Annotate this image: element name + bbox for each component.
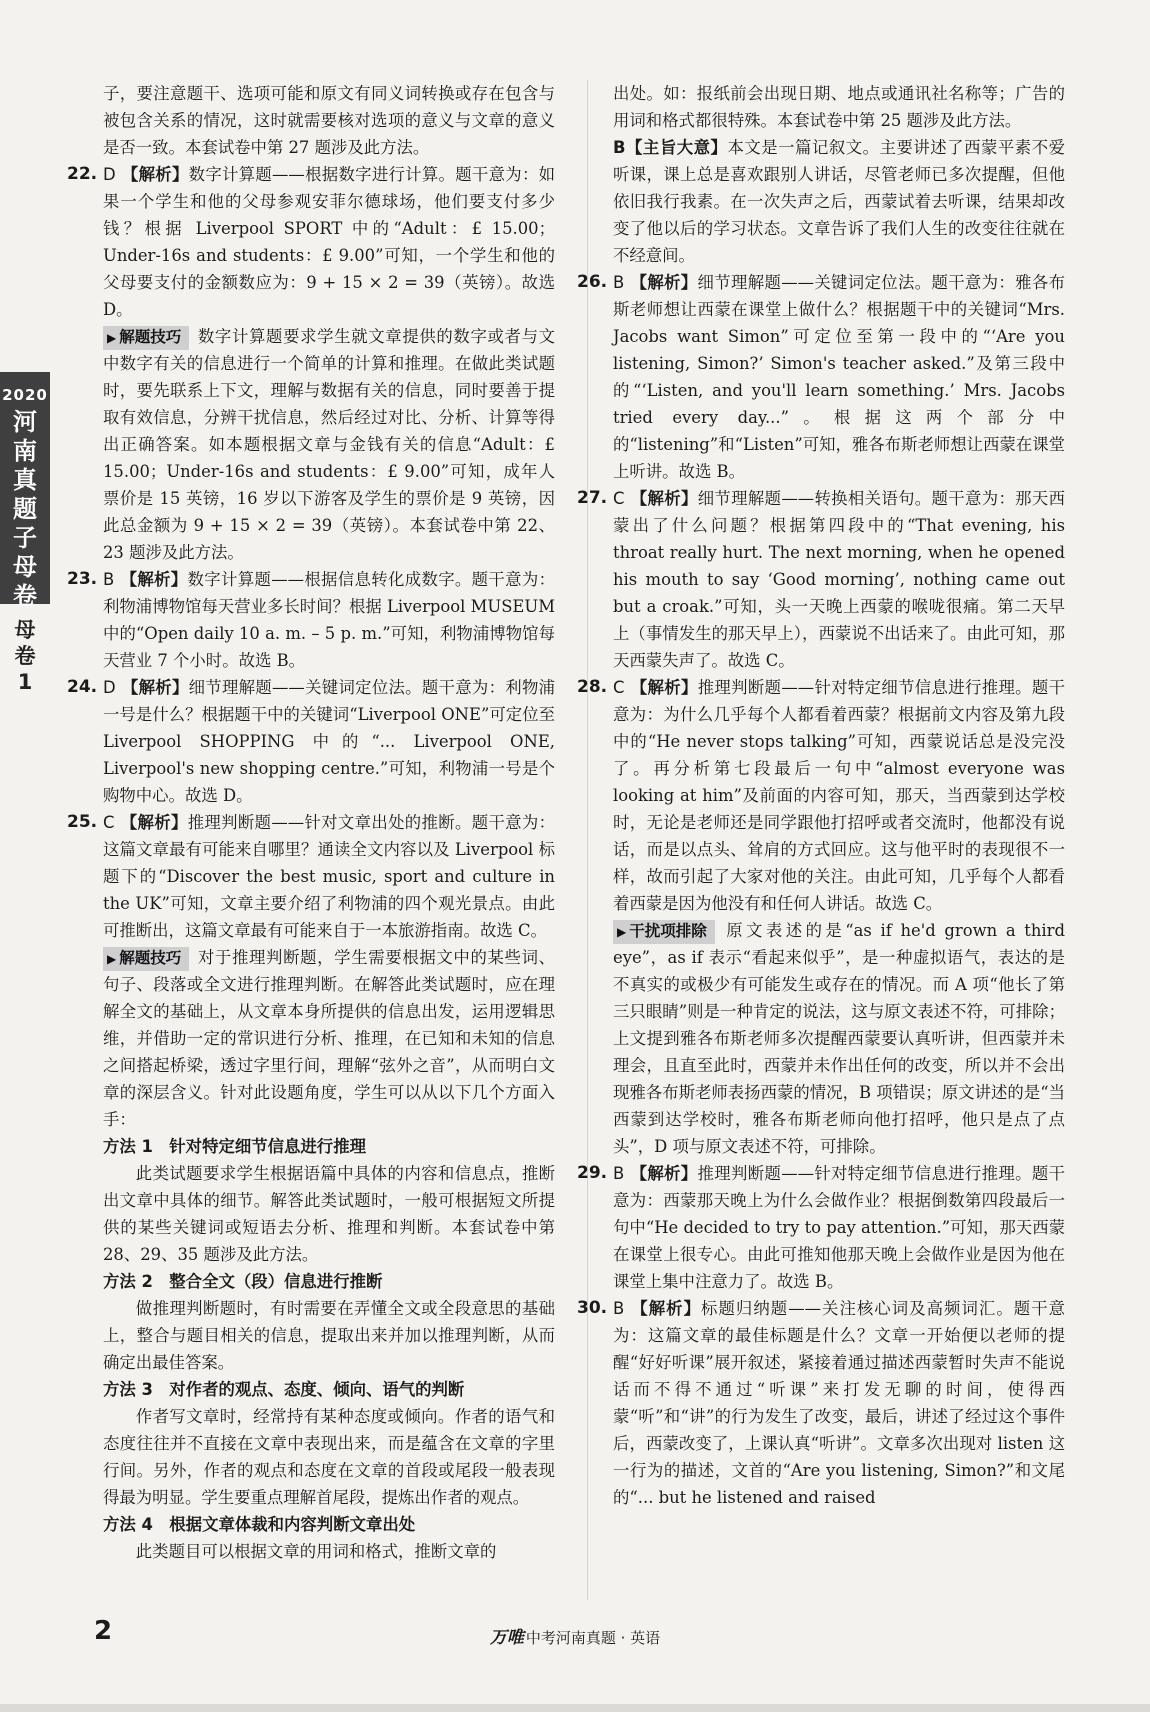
analysis-tag: 【解析】 <box>121 165 189 184</box>
left-column <box>67 80 556 1565</box>
tip-label-text: 干扰项排除 <box>629 922 707 940</box>
analysis-tag: 【解析】 <box>120 813 188 832</box>
answer-27 <box>577 485 1066 674</box>
tip-label <box>613 920 715 944</box>
method-heading: 方法 3 对作者的观点、态度、倾向、语气的判断 <box>103 1380 465 1399</box>
answer-24 <box>67 674 556 809</box>
analysis-text: 细节理解题——转换相关语句。题干意为：那天西蒙出了什么问题？根据第四段中的“That evening, his throat really hurt. The next morning, when he opened his mouth to say ‘Good morning’, nothing came out but a croak.”可知，头一天晚上西蒙的喉咙很痛。第二天早上（事情发生的那天早上），西蒙说不出话来了。由此可知，那天西蒙失声了。故选 C。 <box>613 489 1066 670</box>
method-text: 作者写文章时，经常持有某种态度或倾向。作者的语气和态度往往并不直接在文章中表现出来，而是蕴含在文章的字里行间。另外，作者的观点和态度在文章的首段或尾段一般表现得最为明显。学生要重点理解首尾段，提炼出作者的观点。 <box>103 1407 555 1507</box>
question-number: 25. <box>67 812 98 832</box>
sidebar-tab <box>0 372 50 610</box>
analysis-tag: 【解析】 <box>121 678 189 697</box>
sidebar-char: 真 <box>13 466 37 494</box>
sidebar-subtitle <box>0 617 50 705</box>
sidebar-char: 题 <box>13 495 37 523</box>
answer-letter: B <box>613 1164 625 1183</box>
tip-block <box>103 323 555 566</box>
tip-text: 对于推理判断题，学生需要根据文中的某些词、句子、段落或全文进行推理判断。在解答此类试题时，应在理解全文的基础上，从文章本身所提供的信息出发，运用逻辑思维，并借助一定的常识进行分析、推理，在已知和未知的信息之间搭起桥梁，透过字里行间，理解“弦外之音”，从而明白文章的深层含义。针对此设题角度，学生可以从以下几个方面入手： <box>103 948 555 1129</box>
answer-28 <box>577 674 1066 917</box>
answer-26 <box>577 269 1065 485</box>
summary-text: 本文是一篇记叙文。主要讲述了西蒙平素不爱听课，课上总是喜欢跟别人讲话，尽管老师已多次提醒，但他依旧我行我素。在一次失声之后，西蒙试着去听课，结果却改变了他以后的学习状态。文章告诉了我们人生的改变往往就在不经意间。 <box>613 138 1066 265</box>
tip-block <box>103 944 555 1133</box>
page-number: 2 <box>94 1616 113 1646</box>
sidebar-title <box>0 408 50 611</box>
triangle-icon: ▶ <box>617 925 627 939</box>
sidebar-char: 子 <box>13 524 37 552</box>
question-number: 27. <box>577 488 608 508</box>
answer-letter: B <box>103 570 115 589</box>
analysis-text: 数字计算题——根据数字进行计算。题干意为：如果一个学生和他的父母参观安菲尔德球场，他们要支付多少钱？根据 Liverpool SPORT 中的“Adult：£ 15.00；Under-16s and students：£ 9.00”可知，一个学生和他的父母要支付的金额数应为：9 + 15 × 2 = 39（英镑）。故选 D。 <box>103 165 556 319</box>
answer-letter: B <box>613 273 625 292</box>
analysis-text: 标题归纳题——关注核心词及高频词汇。题干意为：这篇文章的最佳标题是什么？文章一开始便以老师的提醒“好好听课”展开叙述，紧接着通过描述西蒙暂时失声不能说话而不得不通过“听课”来打发无聊的时间，使得西蒙“听”和“讲”的行为发生了改变，最后，讲述了经过这个事件后，西蒙改变了，上课认真“听讲”。文章多次出现对 listen 这一行为的描述，文首的“Are you listening, Simon?”和文尾的“... but he listened and raised <box>613 1299 1066 1507</box>
analysis-tag: 【解析】 <box>630 489 698 508</box>
tip-text: 原文表述的是“as if he'd grown a third eye”，as if 表示“看起来似乎”，是一种虚拟语气，表达的是不真实的或极少有可能发生或存在的情况。而 A 项“他长了第三只眼睛”则是一种肯定的说法，这与原文表述不符，可排除；上文提到雅各布斯老师多次提醒西蒙要认真听讲，但西蒙并未理会，且直至此时，西蒙并未作出任何的改变，所以并不会出现雅各布斯老师表扬西蒙的情况，B 项错误；原文讲述的是“当西蒙到达学校时，雅各布斯老师向他打招呼，他只是点了点头”，D 项与原文表述不符，可排除。 <box>613 921 1065 1156</box>
analysis-text: 细节理解题——关键词定位法。题干意为：利物浦一号是什么？根据题干中的关键词“Liverpool ONE”可定位至 Liverpool SHOPPING 中的“... Liverpool ONE, Liverpool's new shopping centre.”可知，利物浦一号是个购物中心。故选 D。 <box>103 678 556 805</box>
summary-block <box>613 134 1065 269</box>
method-heading: 方法 1 针对特定细节信息进行推理 <box>103 1137 366 1156</box>
method-text: 此类题目可以根据文章的用词和格式，推断文章的 <box>135 1542 497 1561</box>
answer-30 <box>577 1295 1066 1511</box>
question-number: 30. <box>577 1298 608 1318</box>
answer-letter: D <box>103 165 116 184</box>
analysis-tag: 【解析】 <box>630 273 698 292</box>
tip-text: 数字计算题要求学生就文章提供的数字或者与文中数字有关的信息进行一个简单的计算和推理。在做此类试题时，要先联系上下文，理解与数据有关的信息，同时要善于提取有效信息，分辨干扰信息，然后经过对比、分析、计算等得出正确答案。如本题根据文章与金钱有关的信息“Adult：£ 15.00；Under-16s and students：£ 9.00”可知，成年人票价是 15 英镑，16 岁以下游客及学生的票价是 9 英镑，因此总金额为 9 + 15 × 2 = 39（英镑）。本套试卷中第 22、23 题涉及此方法。 <box>103 327 555 562</box>
sidebar-sub-char: 母 <box>14 618 36 642</box>
answer-29 <box>577 1160 1065 1295</box>
analysis-tag: 【解析】 <box>630 1299 702 1318</box>
right-column <box>577 80 1066 1511</box>
sidebar-year: 2020 <box>2 386 48 404</box>
bottom-edge <box>0 1704 1150 1712</box>
tip-label <box>103 947 189 971</box>
answer-23 <box>67 566 555 674</box>
method-heading: 方法 4 根据文章体裁和内容判断文章出处 <box>103 1515 416 1534</box>
summary-tag: B【主旨大意】 <box>613 138 728 157</box>
sidebar-char: 南 <box>13 437 37 465</box>
answer-letter: C <box>613 489 625 508</box>
method-text: 此类试题要求学生根据语篇中具体的内容和信息点，推断出文章中具体的细节。解答此类试题时，一般可根据短文所提供的某些关键词或短语去分析、推理和判断。本套试卷中第 28、29、35 题涉及此方法。 <box>103 1164 555 1264</box>
analysis-tag: 【解析】 <box>630 678 698 697</box>
continued-paragraph: 出处。如：报纸前会出现日期、地点或通讯社名称等；广告的用词和格式都很特殊。本套试卷中第 25 题涉及此方法。 <box>613 84 1065 130</box>
tip-block <box>613 917 1065 1160</box>
question-number: 28. <box>577 677 608 697</box>
analysis-tag: 【解析】 <box>120 570 188 589</box>
question-number: 24. <box>67 677 98 697</box>
footer-brand <box>0 1623 1150 1648</box>
answer-letter: B <box>613 1299 625 1318</box>
tip-label <box>103 326 189 350</box>
analysis-text: 数字计算题——根据信息转化成数字。题干意为：利物浦博物馆每天营业多长时间？根据 Liverpool MUSEUM 中的“Open daily 10 a. m. – 5 p. m.”可知，利物浦博物馆每天营业 7 个小时。故选 B。 <box>103 570 555 670</box>
book-title: 中考河南真题 · 英语 <box>525 1629 661 1647</box>
sidebar-sub-char: 1 <box>17 670 33 694</box>
question-number: 22. <box>67 164 98 184</box>
answer-letter: C <box>613 678 625 697</box>
analysis-text: 推理判断题——针对文章出处的推断。题干意为：这篇文章最有可能来自哪里？通读全文内容以及 Liverpool 标题下的“Discover the best music, sport and culture in the UK”可知，文章主要介绍了利物浦的四个观光景点。由此可推断出，这篇文章最有可能来自于一本旅游指南。故选 C。 <box>103 813 556 940</box>
analysis-text: 细节理解题——关键词定位法。题干意为：雅各布斯老师想让西蒙在课堂上做什么？根据题干中的关键词“Mrs. Jacobs want Simon”可定位至第一段中的“‘Are you listening, Simon?’ Simon's teacher asked.”及第三段中的“‘Listen, and you'll learn something.’ Mrs. Jacobs tried every day...”。根据这两个部分中的“listening”和“Listen”可知，雅各布斯老师想让西蒙在课堂上听讲。故选 B。 <box>613 273 1065 481</box>
question-number: 29. <box>577 1163 608 1183</box>
tip-label-text: 解题技巧 <box>119 949 182 967</box>
answer-letter: D <box>103 678 116 697</box>
tip-label-text: 解题技巧 <box>119 328 182 346</box>
column-divider <box>587 80 588 1600</box>
answer-25 <box>67 809 556 944</box>
answer-letter: C <box>103 813 115 832</box>
analysis-text: 推理判断题——针对特定细节信息进行推理。题干意为：为什么几乎每个人都看着西蒙？根据前文内容及第九段中的“He never stops talking”可知，西蒙说话总是没完没了。再分析第七段最后一句中“almost everyone was looking at him”及前面的内容可知，那天，当西蒙到达学校时，无论是老师还是同学跟他打招呼或者交流时，他都没有说话，而是以点头、耸肩的方式回应。这与他平时的表现很不一样，故而引起了大家对他的关注。由此可知，几乎每个人都看着西蒙是因为他没有和任何人讲话。故选 C。 <box>613 678 1066 913</box>
question-number: 26. <box>577 272 608 292</box>
brand-logo: 万唯 <box>489 1628 524 1648</box>
analysis-tag: 【解析】 <box>630 1164 698 1183</box>
intro-paragraph: 子，要注意题干、选项可能和原文有同义词转换或存在包含与被包含关系的情况，这时就需要核对选项的意义与文章的意义是否一致。本套试卷中第 27 题涉及此方法。 <box>103 84 555 157</box>
sidebar-sub-char: 卷 <box>14 644 36 668</box>
method-heading: 方法 2 整合全文（段）信息进行推断 <box>103 1272 383 1291</box>
triangle-icon: ▶ <box>107 952 117 966</box>
sidebar-char: 卷 <box>13 582 37 610</box>
sidebar-char: 河 <box>13 408 37 436</box>
triangle-icon: ▶ <box>107 331 117 345</box>
sidebar-char: 母 <box>13 553 37 581</box>
analysis-text: 推理判断题——针对特定细节信息进行推理。题干意为：西蒙那天晚上为什么会做作业？根据倒数第四段最后一句中“He decided to try to pay attention.”可知，那天西蒙在课堂上很专心。由此可推知他那天晚上会做作业是因为他在课堂上集中注意力了。故选 B。 <box>613 1164 1065 1291</box>
question-number: 23. <box>67 569 98 589</box>
method-text: 做推理判断题时，有时需要在弄懂全文或全段意思的基础上，整合与题目相关的信息，提取出来并加以推理判断，从而确定出最佳答案。 <box>103 1299 555 1372</box>
answer-22 <box>67 161 556 323</box>
